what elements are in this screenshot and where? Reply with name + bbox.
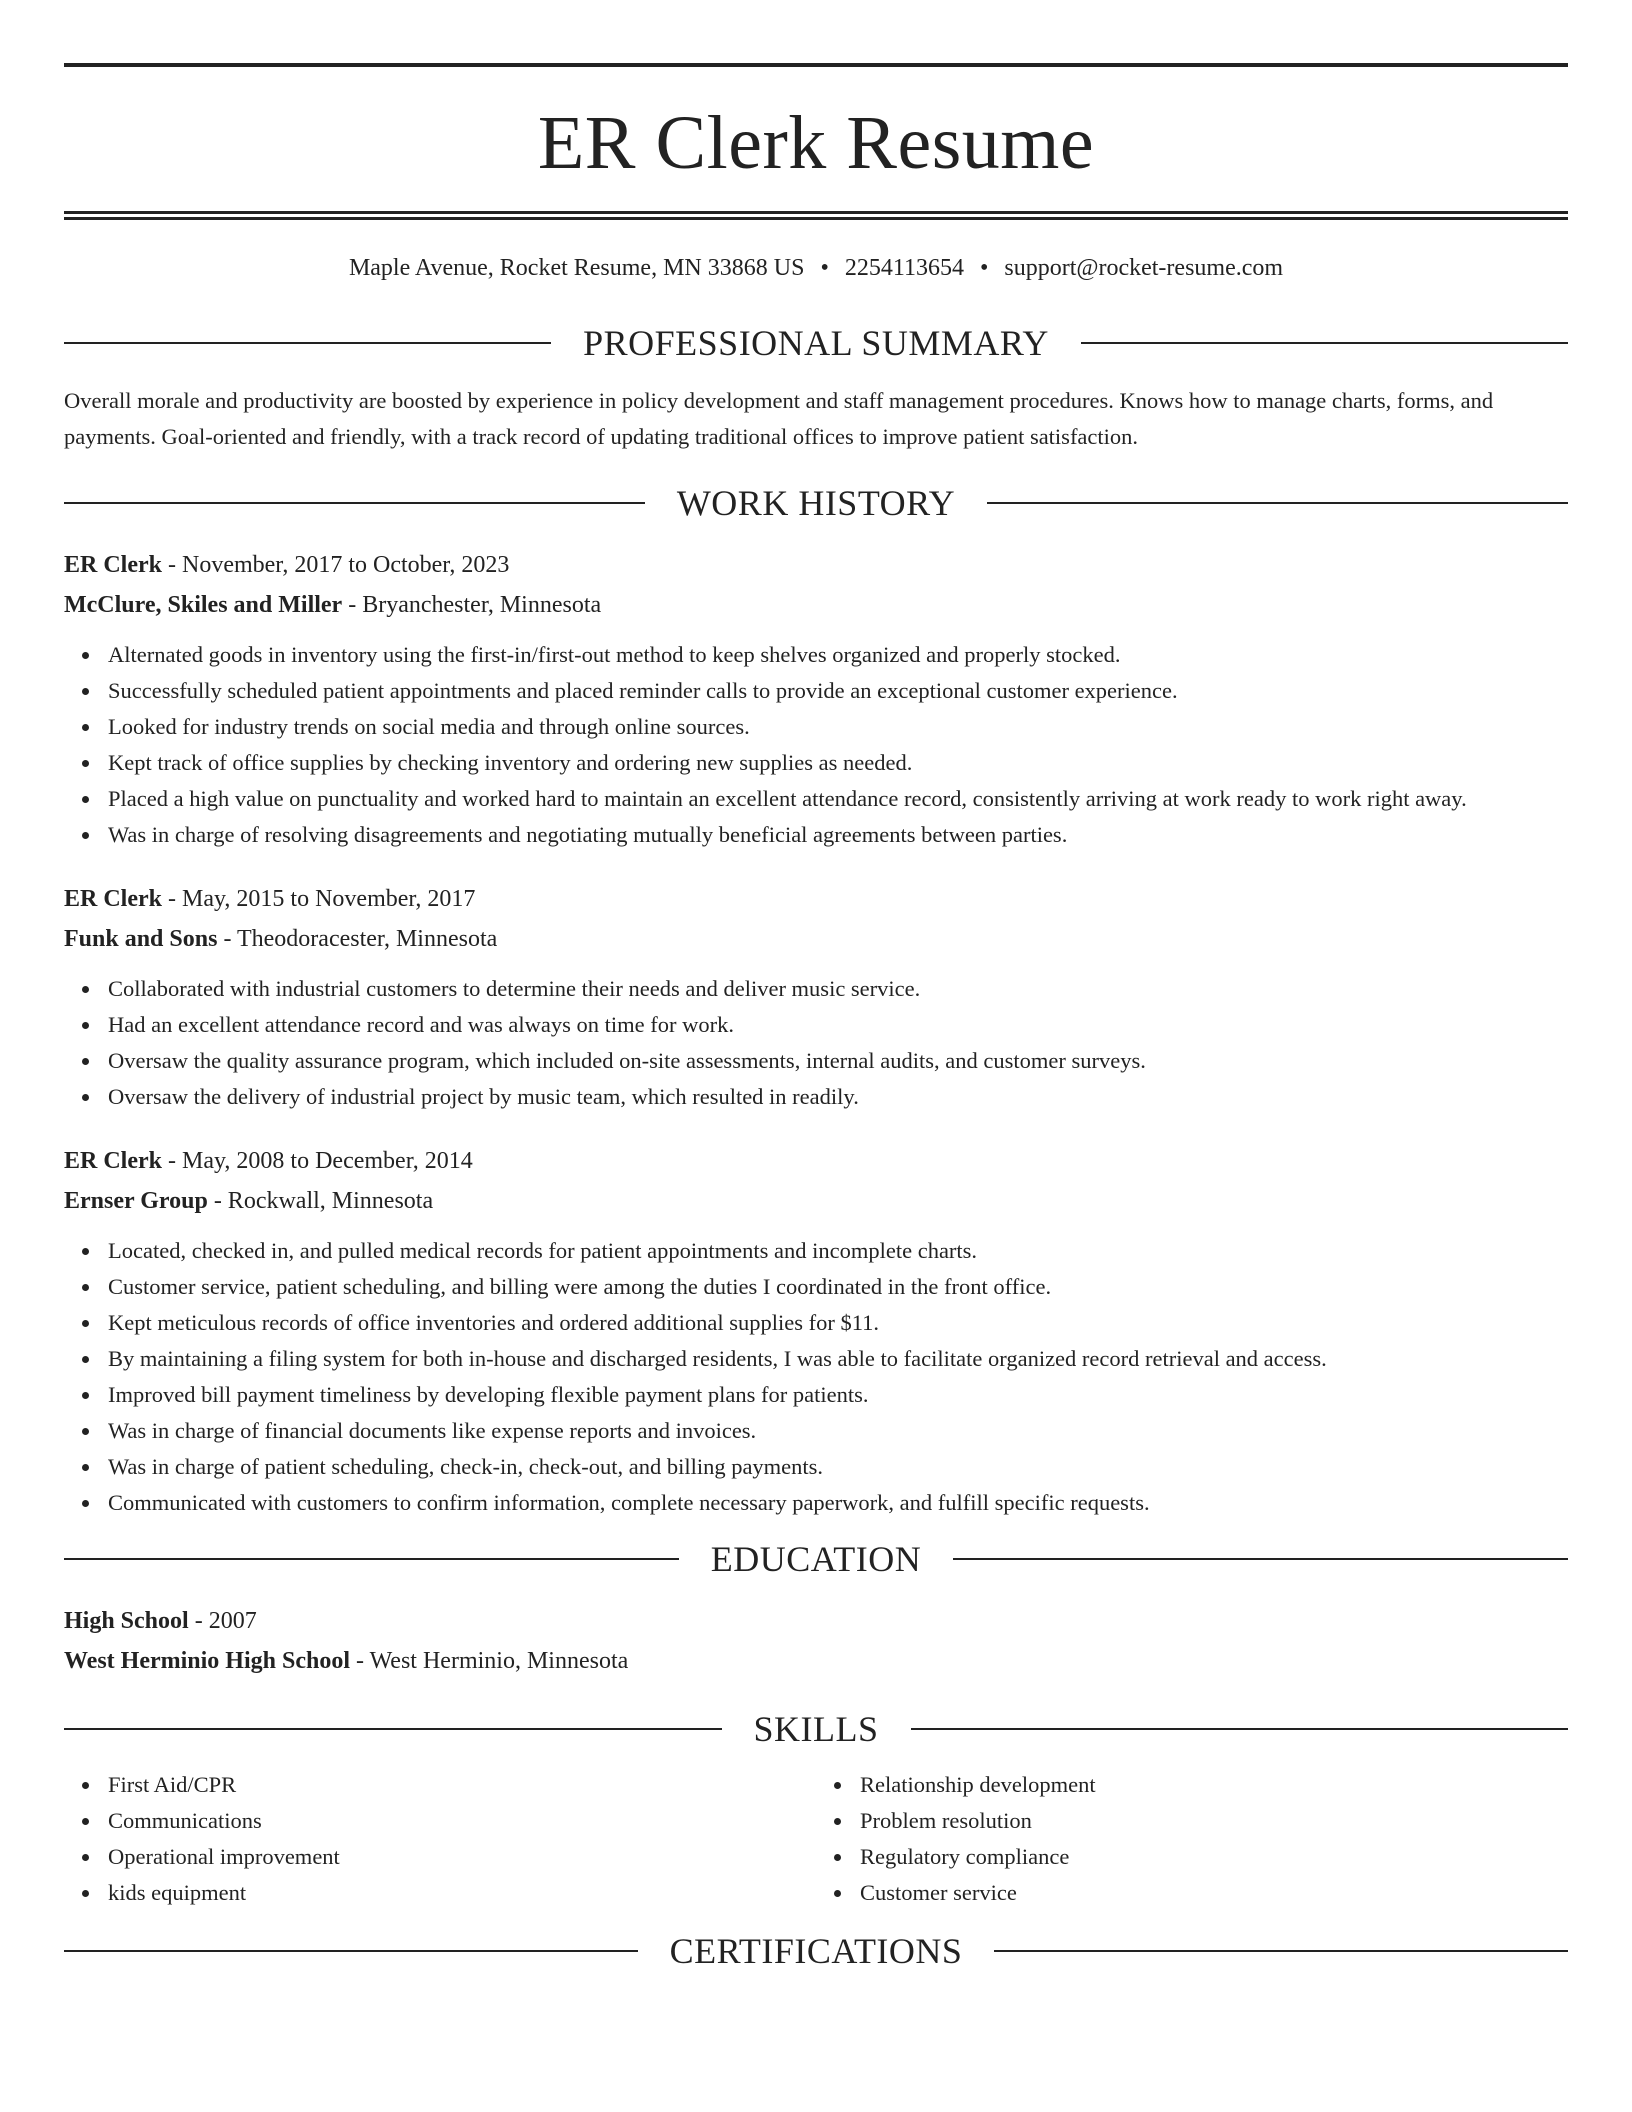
heading-rule xyxy=(911,1728,1569,1730)
job-title: ER Clerk xyxy=(64,886,162,912)
list-item: Placed a high value on punctuality and worked hard to maintain an excellent attendance record, consistently arriving at work ready to work right away. xyxy=(108,781,1568,817)
header-double-rule xyxy=(64,211,1568,220)
resume-page xyxy=(64,0,1568,1971)
section-heading-certifications xyxy=(64,1931,1568,1971)
list-item: Oversaw the delivery of industrial project by music team, which resulted in readily. xyxy=(108,1079,1568,1115)
list-item: Was in charge of patient scheduling, check-in, check-out, and billing payments. xyxy=(108,1449,1568,1485)
heading-rule xyxy=(64,1558,679,1560)
list-item: Improved bill payment timeliness by developing flexible payment plans for patients. xyxy=(108,1377,1568,1413)
summary-text: Overall morale and productivity are boosted by experience in policy development and staff management procedures. Knows how to manage charts, forms, and payments. Goal-oriented and friendly, with a track record of updating traditional offices to improve patient satisfaction. xyxy=(64,388,1494,449)
section-title: PROFESSIONAL SUMMARY xyxy=(583,323,1049,363)
job-entry xyxy=(64,1141,1568,1521)
job-bullets xyxy=(64,1233,1568,1521)
job-dates: - November, 2017 to October, 2023 xyxy=(162,552,510,578)
list-item: By maintaining a filing system for both in-house and discharged residents, I was able to facilitate organized record retrieval and access. xyxy=(108,1341,1568,1377)
list-item: Customer service, patient scheduling, and billing were among the duties I coordinated in the front office. xyxy=(108,1269,1568,1305)
list-item: Collaborated with industrial customers to determine their needs and deliver music service. xyxy=(108,971,1568,1007)
job-location: - Bryanchester, Minnesota xyxy=(342,592,602,618)
heading-rule xyxy=(987,502,1568,504)
job-company-line xyxy=(64,585,1568,625)
list-item: Was in charge of resolving disagreements and negotiating mutually beneficial agreements between parties. xyxy=(108,817,1568,853)
section-title: CERTIFICATIONS xyxy=(669,1931,963,1971)
skill-item: kids equipment xyxy=(108,1875,816,1911)
education-degree: High School xyxy=(64,1608,189,1634)
heading-rule xyxy=(64,1728,722,1730)
job-company-line xyxy=(64,919,1568,959)
section-heading-skills xyxy=(64,1709,1568,1749)
skill-item: Customer service xyxy=(860,1875,1568,1911)
skills-grid xyxy=(64,1755,1568,1911)
education-year: - 2007 xyxy=(188,1608,257,1634)
contact-line xyxy=(64,253,1568,283)
list-item: Kept meticulous records of office inventories and ordered additional supplies for $11. xyxy=(108,1305,1568,1341)
education-entry xyxy=(64,1601,1568,1681)
contact-phone: 2254113654 xyxy=(844,255,964,281)
skill-item: Regulatory compliance xyxy=(860,1839,1568,1875)
contact-separator: • xyxy=(979,255,989,281)
heading-rule xyxy=(64,342,551,344)
job-location: - Theodoracester, Minnesota xyxy=(217,926,498,952)
job-title: ER Clerk xyxy=(64,552,162,578)
job-company: Funk and Sons xyxy=(64,926,218,952)
contact-address: Maple Avenue, Rocket Resume, MN 33868 US xyxy=(348,255,805,281)
list-item: Was in charge of financial documents like expense reports and invoices. xyxy=(108,1413,1568,1449)
section-title: EDUCATION xyxy=(710,1539,922,1579)
job-bullets xyxy=(64,971,1568,1115)
list-item: Successfully scheduled patient appointments and placed reminder calls to provide an exceptional customer experience. xyxy=(108,673,1568,709)
section-heading-education xyxy=(64,1539,1568,1579)
list-item: Alternated goods in inventory using the first-in/first-out method to keep shelves organized and properly stocked. xyxy=(108,637,1568,673)
list-item: Had an excellent attendance record and was always on time for work. xyxy=(108,1007,1568,1043)
skills-column-left xyxy=(64,1767,816,1911)
list-item: Looked for industry trends on social media and through online sources. xyxy=(108,709,1568,745)
skill-item: Problem resolution xyxy=(860,1803,1568,1839)
job-title-line xyxy=(64,545,1568,585)
heading-rule xyxy=(953,1558,1568,1560)
job-company-line xyxy=(64,1181,1568,1221)
job-location: - Rockwall, Minnesota xyxy=(207,1188,434,1214)
job-company: McClure, Skiles and Miller xyxy=(64,592,343,618)
job-title-line xyxy=(64,1141,1568,1181)
skill-item: First Aid/CPR xyxy=(108,1767,816,1803)
education-degree-line xyxy=(64,1601,1568,1641)
list-item: Located, checked in, and pulled medical records for patient appointments and incomplete charts. xyxy=(108,1233,1568,1269)
job-title-line xyxy=(64,879,1568,919)
job-dates: - May, 2008 to December, 2014 xyxy=(162,1148,473,1174)
education-school: West Herminio High School xyxy=(64,1648,351,1674)
skill-item: Operational improvement xyxy=(108,1839,816,1875)
section-heading-summary xyxy=(64,323,1568,363)
section-title: SKILLS xyxy=(753,1709,879,1749)
job-bullets xyxy=(64,637,1568,853)
top-rule xyxy=(64,63,1568,67)
heading-rule xyxy=(64,1950,638,1952)
job-company: Ernser Group xyxy=(64,1188,208,1214)
list-item: Kept track of office supplies by checking inventory and ordering new supplies as needed. xyxy=(108,745,1568,781)
list-item: Communicated with customers to confirm information, complete necessary paperwork, and fulfill specific requests. xyxy=(108,1485,1568,1521)
skill-item: Communications xyxy=(108,1803,816,1839)
job-entry xyxy=(64,879,1568,1115)
heading-rule xyxy=(1081,342,1568,344)
contact-email: support@rocket-resume.com xyxy=(1004,255,1284,281)
education-school-line xyxy=(64,1641,1568,1681)
job-title: ER Clerk xyxy=(64,1148,162,1174)
skills-column-right xyxy=(816,1767,1568,1911)
list-item: Oversaw the quality assurance program, which included on-site assessments, internal audits, and customer surveys. xyxy=(108,1043,1568,1079)
heading-rule xyxy=(64,502,645,504)
skill-item: Relationship development xyxy=(860,1767,1568,1803)
contact-separator: • xyxy=(820,255,829,281)
section-title: WORK HISTORY xyxy=(676,483,956,523)
job-dates: - May, 2015 to November, 2017 xyxy=(162,886,476,912)
section-heading-work xyxy=(64,483,1568,523)
education-location: - West Herminio, Minnesota xyxy=(350,1648,629,1674)
job-entry xyxy=(64,545,1568,853)
resume-title: ER Clerk Resume xyxy=(537,101,1095,185)
heading-rule xyxy=(994,1950,1568,1952)
